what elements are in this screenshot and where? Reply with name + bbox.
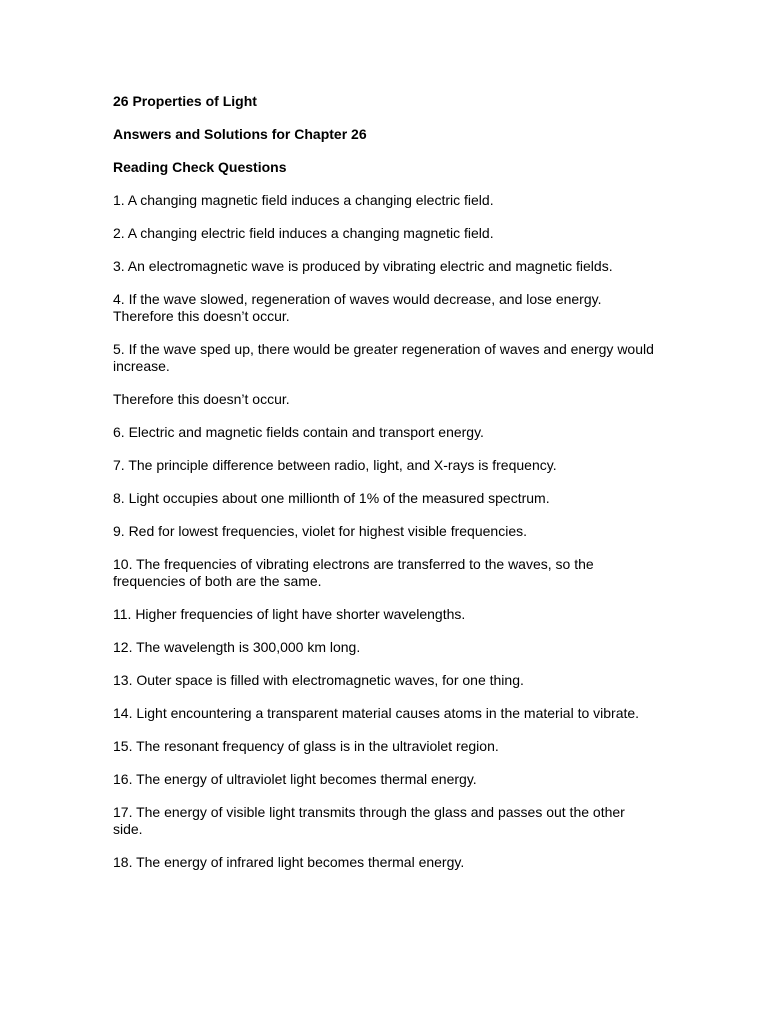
answer-paragraph: 5. If the wave sped up, there would be greater regeneration of waves and energy would increase. xyxy=(113,341,654,374)
answer-paragraph: 18. The energy of infrared light becomes thermal energy. xyxy=(113,854,465,870)
answer-paragraph: 8. Light occupies about one millionth of 1% of the measured spectrum. xyxy=(113,490,550,506)
answer-paragraph: 16. The energy of ultraviolet light becomes thermal energy. xyxy=(113,771,477,787)
answer-paragraph: 2. A changing electric field induces a changing magnetic field. xyxy=(113,225,494,241)
document-subtitle: Answers and Solutions for Chapter 26 xyxy=(113,126,367,142)
answer-paragraph: 4. If the wave slowed, regeneration of waves would decrease, and lose energy. Therefore this doesn’t occur. xyxy=(113,291,602,324)
answer-paragraph: Therefore this doesn’t occur. xyxy=(113,391,290,407)
answer-paragraph: 9. Red for lowest frequencies, violet for highest visible frequencies. xyxy=(113,523,527,539)
answer-paragraph: 11. Higher frequencies of light have shorter wavelengths. xyxy=(113,606,466,622)
answer-paragraph: 3. An electromagnetic wave is produced by vibrating electric and magnetic fields. xyxy=(113,258,613,274)
answer-paragraph: 6. Electric and magnetic fields contain and transport energy. xyxy=(113,424,484,440)
answer-paragraph: 12. The wavelength is 300,000 km long. xyxy=(113,639,361,655)
answer-paragraph: 14. Light encountering a transparent material causes atoms in the material to vibrate. xyxy=(113,705,640,721)
answer-paragraph: 10. The frequencies of vibrating electrons are transferred to the waves, so the frequencies of both are the same. xyxy=(113,556,594,589)
answer-paragraph: 7. The principle difference between radio, light, and X-rays is frequency. xyxy=(113,457,557,473)
document-title: 26 Properties of Light xyxy=(113,93,257,109)
answer-paragraph: 13. Outer space is filled with electromagnetic waves, for one thing. xyxy=(113,672,524,688)
answer-paragraph: 15. The resonant frequency of glass is in the ultraviolet region. xyxy=(113,738,499,754)
answer-paragraph: 1. A changing magnetic field induces a changing electric field. xyxy=(113,192,494,208)
answer-paragraph: 17. The energy of visible light transmits through the glass and passes out the other side. xyxy=(113,804,625,837)
section-heading: Reading Check Questions xyxy=(113,159,287,175)
document-page xyxy=(113,93,658,887)
